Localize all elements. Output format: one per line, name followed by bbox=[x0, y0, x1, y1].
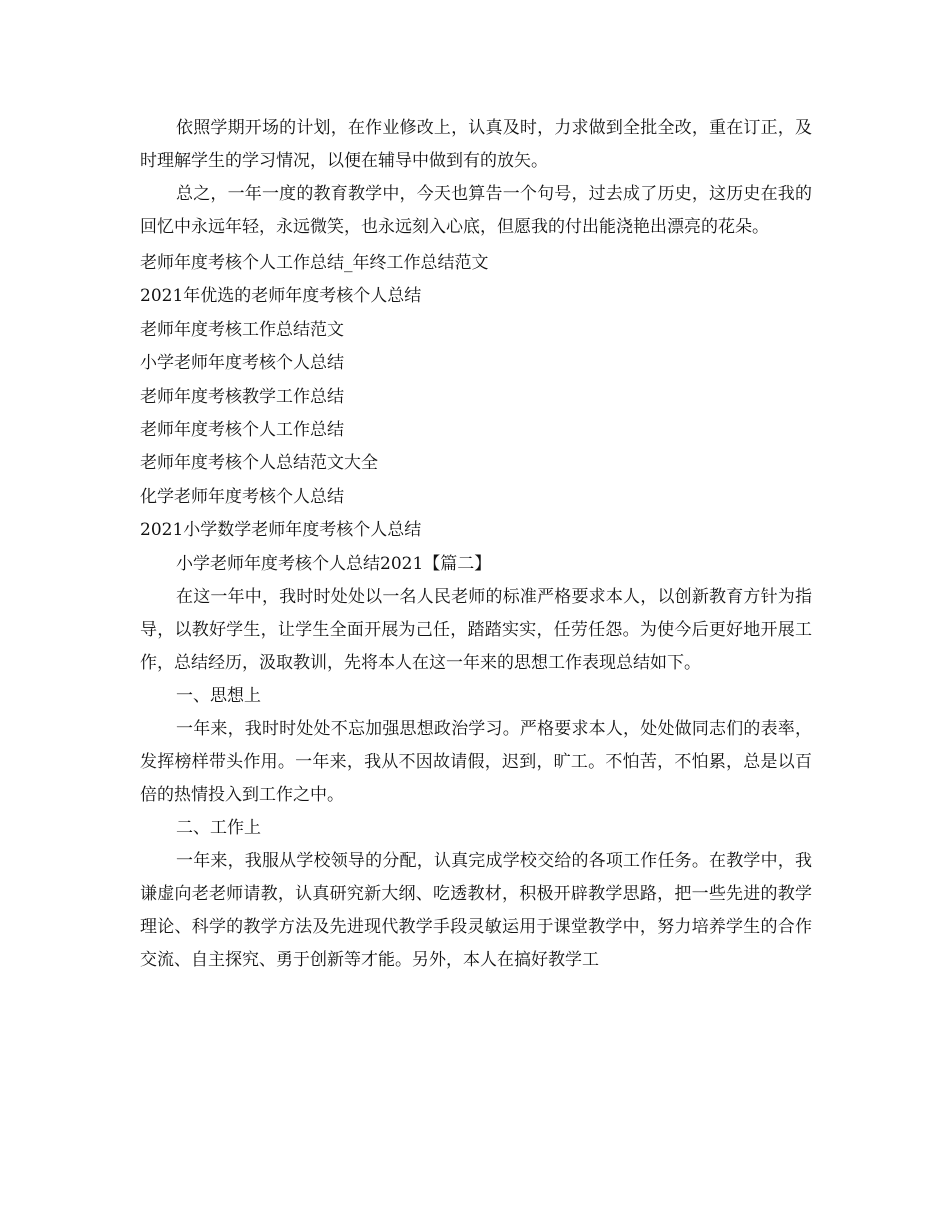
part1-heading: 一、思想上 bbox=[176, 685, 261, 706]
intro-paragraph: 在这一年中，我时时处处以一名人民老师的标准严格要求本人，以创新教育方针为指导，以教好学生，让学生全面开展为己任，踏踏实实，任劳任怨。为使今后更好地开展工作，总结经历，汲取教训，先将本人在这一年来的思想工作表现总结如下。 bbox=[140, 586, 812, 673]
related-article-link[interactable]: 小学老师年度考核个人总结 bbox=[140, 353, 344, 374]
related-article-link[interactable]: 老师年度考核教学工作总结 bbox=[140, 386, 344, 407]
body-paragraph: 总之，一年一度的教育教学中，今天也算告一个句号，过去成了历史，这历史在我的回忆中永远年轻，永远微笑，也永远刻入心底，但愿我的付出能浇艳出漂亮的花朵。 bbox=[140, 184, 812, 237]
related-article-link[interactable]: 老师年度考核个人总结范文大全 bbox=[140, 453, 378, 474]
related-article-link[interactable]: 老师年度考核工作总结范文 bbox=[140, 319, 344, 340]
part2-body: 一年来，我服从学校领导的分配，认真完成学校交给的各项工作任务。在教学中，我谦虚向老老师请教，认真研究新大纲、吃透教材，积极开辟教学思路，把一些先进的教学理论、科学的教学方法及先进现代教学手段灵敏运用于课堂教学中，努力培养学生的合作交流、自主探究、勇于创新等才能。另外，本人在搞好教学工 bbox=[140, 850, 812, 970]
related-articles-list bbox=[140, 247, 812, 548]
related-article-link[interactable]: 老师年度考核个人工作总结 bbox=[140, 420, 344, 441]
related-article-link[interactable]: 2021年优选的老师年度考核个人总结 bbox=[140, 286, 422, 307]
part1-body: 一年来，我时时处处不忘加强思想政治学习。严格要求本人，处处做同志们的表率，发挥榜样带头作用。一年来，我从不因故请假，迟到，旷工。不怕苦，不怕累，总是以百倍的热情投入到工作之中。 bbox=[140, 718, 812, 805]
section-title: 小学老师年度考核个人总结2021【篇二】 bbox=[176, 553, 492, 574]
part2-heading: 二、工作上 bbox=[176, 817, 261, 838]
related-article-link[interactable]: 2021小学数学老师年度考核个人总结 bbox=[140, 520, 422, 541]
document-page bbox=[140, 112, 812, 977]
body-paragraph: 依照学期开场的计划，在作业修改上，认真及时，力求做到全批全改，重在订正，及时理解学生的学习情况，以便在辅导中做到有的放矢。 bbox=[140, 118, 812, 171]
related-article-link[interactable]: 化学老师年度考核个人总结 bbox=[140, 486, 344, 507]
related-article-link[interactable]: 老师年度考核个人工作总结_年终工作总结范文 bbox=[140, 253, 489, 273]
